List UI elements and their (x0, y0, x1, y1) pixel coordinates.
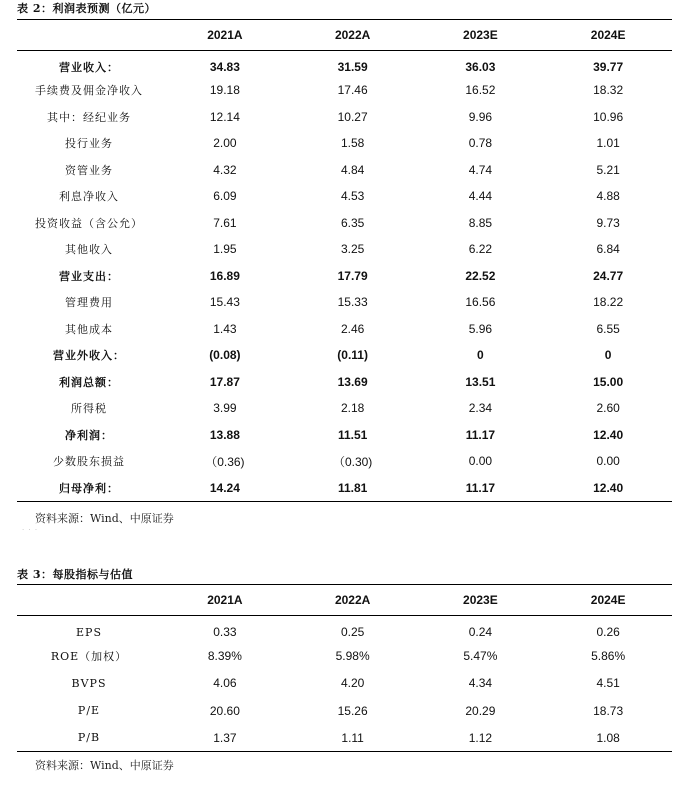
value-cell: 3.99 (213, 401, 237, 416)
table-body (17, 51, 672, 502)
table3-caption: 表 3：每股指标与估值 (17, 568, 133, 581)
table-header-row (17, 20, 672, 51)
value-cell: 6.35 (340, 215, 365, 230)
value-cell: 13.88 (209, 427, 240, 442)
row-label: EPS (76, 625, 102, 639)
value-cell: 15.26 (337, 703, 368, 718)
value-cell: (0.08) (209, 348, 241, 363)
row-label: 手续费及佣金净收入 (35, 84, 143, 98)
header-cell (17, 20, 161, 51)
value-cell: 19.18 (209, 83, 240, 98)
value-cell: 18.22 (593, 295, 624, 310)
table3-source-note: 资料来源：Wind、中原证券 (35, 759, 174, 772)
row-label: 资管业务 (65, 163, 113, 177)
table-row (17, 130, 672, 157)
value-cell: 12.40 (593, 427, 624, 442)
row-label: 归母净利： (17, 475, 161, 502)
value-cell: 16.56 (465, 295, 496, 310)
row-label: 其他收入 (65, 243, 113, 257)
value-cell: 17.46 (337, 83, 368, 98)
table2-caption: 表 2：利润表预测（亿元） (17, 2, 156, 15)
value-cell: 18.32 (593, 83, 624, 98)
value-cell: 11.17 (417, 475, 545, 502)
value-cell: 12.14 (209, 109, 240, 124)
table-row (17, 616, 672, 643)
value-cell: 13.69 (337, 374, 368, 389)
value-cell: 2.18 (340, 401, 365, 416)
value-cell: 24.77 (593, 268, 624, 283)
table-row (17, 475, 672, 502)
row-label: 营业外收入： (53, 349, 125, 363)
row-label: 营业收入： (59, 61, 119, 74)
header-cell: 2021A (161, 585, 289, 616)
table-body (17, 616, 672, 752)
value-cell: 6.84 (596, 242, 620, 257)
value-cell: 0.26 (596, 625, 620, 640)
value-cell: 6.55 (596, 321, 620, 336)
value-cell: 0.25 (340, 625, 365, 640)
value-cell: 34.83 (209, 60, 240, 74)
value-cell: 0 (477, 348, 484, 363)
header-cell: 2022A (289, 20, 417, 51)
value-cell: 31.59 (337, 60, 368, 74)
row-label: 利息净收入 (59, 190, 119, 204)
value-cell: 4.74 (468, 162, 493, 177)
value-cell: 15.33 (337, 295, 368, 310)
row-label: 营业支出： (59, 269, 119, 283)
value-cell: 11.17 (465, 427, 496, 442)
header-cell: 2023E (417, 585, 545, 616)
value-cell: （0.36) (205, 454, 245, 469)
value-cell: 3.25 (340, 242, 365, 257)
value-cell: 1.95 (213, 242, 237, 257)
value-cell: 16.89 (209, 268, 240, 283)
value-cell: 4.34 (468, 676, 493, 691)
value-cell: 7.61 (213, 215, 237, 230)
value-cell: 20.60 (209, 703, 240, 718)
value-cell: 20.29 (465, 703, 496, 718)
value-cell: 36.03 (465, 60, 496, 74)
value-cell: 5.86% (591, 649, 626, 664)
value-cell: 1.58 (340, 136, 365, 151)
table-row (17, 342, 672, 369)
value-cell: 16.52 (465, 83, 496, 98)
row-label: P/B (17, 724, 161, 751)
value-cell: 8.39% (207, 649, 242, 664)
table-row (17, 210, 672, 237)
table-row (17, 51, 672, 78)
value-cell: 15.00 (593, 374, 624, 389)
value-cell: 0.00 (596, 454, 620, 469)
value-cell: 0.78 (468, 136, 493, 151)
table-row (17, 104, 672, 131)
table-row (17, 369, 672, 396)
value-cell: 10.27 (337, 109, 368, 124)
value-cell: 13.51 (465, 374, 496, 389)
value-cell: 18.73 (593, 703, 624, 718)
value-cell: 0 (604, 348, 612, 363)
value-cell: 5.21 (596, 162, 620, 177)
row-label: 投行业务 (65, 137, 113, 151)
value-cell: 4.53 (340, 189, 365, 204)
value-cell: 2.34 (468, 401, 493, 416)
value-cell: 8.85 (468, 215, 493, 230)
value-cell: 4.32 (213, 162, 237, 177)
table-row (17, 77, 672, 104)
value-cell: 4.51 (596, 676, 620, 691)
row-label: 投资收益（含公允） (35, 216, 143, 230)
value-cell: 4.44 (468, 189, 493, 204)
value-cell: 9.73 (596, 215, 620, 230)
header-cell: 2022A (289, 585, 417, 616)
value-cell: 15.43 (209, 295, 240, 310)
row-label: 其中：经纪业务 (47, 110, 131, 124)
value-cell: 5.98% (335, 649, 370, 664)
value-cell: 0.24 (468, 625, 493, 640)
value-cell: 0.00 (468, 454, 493, 469)
value-cell: 11.81 (289, 475, 417, 502)
value-cell: 6.09 (213, 189, 237, 204)
value-cell: 2.46 (340, 321, 365, 336)
value-cell: 1.11 (289, 724, 417, 751)
value-cell: 0.33 (213, 625, 237, 640)
decorative-dots: · · · (22, 526, 39, 534)
value-cell: 1.12 (417, 724, 545, 751)
row-label: 少数股东损益 (53, 455, 125, 469)
row-label: 所得税 (71, 402, 107, 416)
row-label: P/E (77, 704, 101, 718)
value-cell: 17.79 (337, 268, 368, 283)
table2-source-note: 资料来源：Wind、中原证券 (35, 512, 174, 525)
value-cell: 1.37 (161, 724, 289, 751)
value-cell: 5.96 (468, 321, 493, 336)
value-cell: 6.22 (468, 242, 493, 257)
row-label: BVPS (71, 676, 107, 690)
value-cell: 2.60 (596, 401, 620, 416)
value-cell: (0.11) (337, 348, 368, 363)
row-label: 净利润： (65, 428, 113, 442)
value-cell: 22.52 (465, 268, 496, 283)
value-cell: 2.00 (213, 136, 237, 151)
value-cell: 1.08 (544, 724, 672, 751)
table-row (17, 670, 672, 697)
value-cell: 4.20 (340, 676, 365, 691)
table-row (17, 157, 672, 184)
table-row (17, 422, 672, 449)
value-cell: 39.77 (593, 60, 624, 74)
value-cell: 11.51 (337, 427, 368, 442)
value-cell: 1.01 (596, 136, 620, 151)
row-label: 其他成本 (65, 322, 113, 336)
value-cell: 12.40 (544, 475, 672, 502)
per-share-valuation-table (17, 584, 672, 752)
value-cell: 5.47% (463, 649, 498, 664)
header-cell: 2024E (544, 585, 672, 616)
value-cell: 4.88 (596, 189, 620, 204)
row-label: 管理费用 (65, 296, 113, 310)
table-header-row (17, 585, 672, 616)
table-row (17, 263, 672, 290)
value-cell: 4.84 (340, 162, 365, 177)
table-row (17, 183, 672, 210)
header-cell: 2021A (161, 20, 289, 51)
table-row (17, 448, 672, 475)
table-row (17, 724, 672, 751)
row-label: 利润总额： (59, 375, 119, 389)
value-cell: 1.43 (213, 321, 237, 336)
value-cell: （0.30) (332, 454, 373, 469)
table-row (17, 697, 672, 724)
header-cell: 2024E (544, 20, 672, 51)
table-row (17, 643, 672, 670)
value-cell: 17.87 (209, 374, 240, 389)
table-row (17, 236, 672, 263)
table-row (17, 395, 672, 422)
value-cell: 4.06 (213, 676, 237, 691)
table-row (17, 289, 672, 316)
value-cell: 9.96 (468, 109, 493, 124)
row-label: ROE（加权） (50, 650, 128, 664)
income-statement-forecast-table (17, 19, 672, 502)
value-cell: 10.96 (593, 109, 624, 124)
header-cell: 2023E (417, 20, 545, 51)
value-cell: 14.24 (161, 475, 289, 502)
table-row (17, 316, 672, 343)
header-cell (17, 585, 161, 616)
